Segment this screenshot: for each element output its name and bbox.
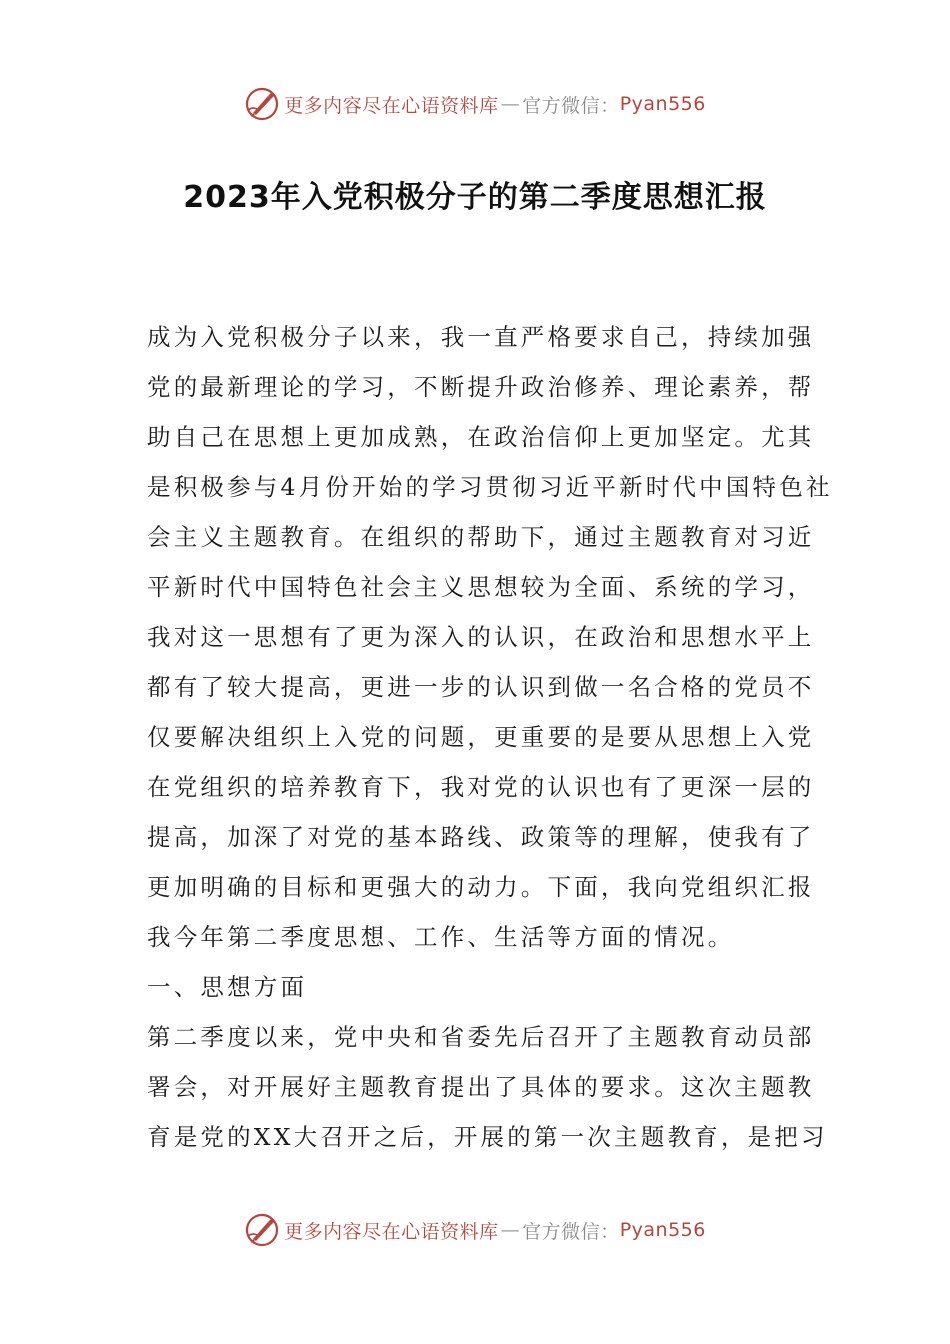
body-line: 育是党的XX大召开之后，开展的第一次主题教育，是把习 [147,1123,828,1151]
banner-text: 更多内容尽在心语资料库 [284,94,499,117]
document-body [147,312,833,1162]
banner-wechat-id: Pyan556 [619,1219,706,1241]
banner-wechat-label: 官方微信： [522,94,620,117]
banner-wechat-label: 官方微信： [522,1220,620,1243]
body-line: 党的最新理论的学习，不断提升政治修养、理论素养，帮 [147,373,815,401]
footer-watermark-banner [0,1210,950,1250]
body-line: 平新时代中国特色社会主义思想较为全面、系统的学习， [147,573,815,601]
body-line: 是积极参与4月份开始的学习贯彻习近平新时代中国特色社 [147,473,833,501]
body-line: 提高，加深了对党的基本路线、政策等的理解，使我有了 [147,823,815,851]
body-line: 署会，对开展好主题教育提出了具体的要求。这次主题教 [147,1073,815,1101]
body-line: 更加明确的目标和更强大的动力。下面，我向党组织汇报 [147,873,815,901]
body-line: 第二季度以来，党中央和省委先后召开了主题教育动员部 [147,1023,815,1051]
header-watermark-banner [0,84,950,124]
body-line: 仅要解决组织上入党的问题，更重要的是要从思想上入党 [147,723,815,751]
banner-dash: — [500,1219,521,1241]
pen-logo-icon [244,1212,280,1248]
section-heading: 一、思想方面 [147,973,308,1001]
body-line: 在党组织的培养教育下，我对党的认识也有了更深一层的 [147,773,815,801]
body-line: 我对这一思想有了更为深入的认识，在政治和思想水平上 [147,623,815,651]
document-title: 2023年入党积极分子的第二季度思想汇报 [183,180,767,215]
body-line: 成为入党积极分子以来，我一直严格要求自己，持续加强 [147,323,815,351]
body-line: 我今年第二季度思想、工作、生活等方面的情况。 [147,923,735,951]
pen-logo-icon [244,86,280,122]
body-line: 助自己在思想上更加成熟，在政治信仰上更加坚定。尤其 [147,423,815,451]
banner-dash: — [500,93,521,115]
body-line: 都有了较大提高，更进一步的认识到做一名合格的党员不 [147,673,815,701]
body-line: 会主义主题教育。在组织的帮助下，通过主题教育对习近 [147,523,815,551]
banner-text: 更多内容尽在心语资料库 [284,1220,499,1243]
banner-wechat-id: Pyan556 [619,93,706,115]
